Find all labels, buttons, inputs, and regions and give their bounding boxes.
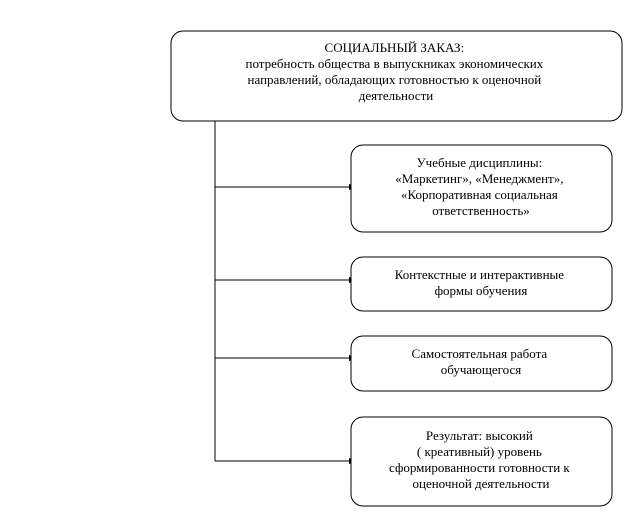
header-line: потребность общества в выпускниках экономических xyxy=(245,56,544,71)
header-line: направлений, обладающих готовностью к оценочной xyxy=(247,72,542,87)
box-line: формы обучения xyxy=(434,283,528,298)
box-line: ответственность» xyxy=(432,203,530,218)
box-line: сформированности готовности к xyxy=(389,460,570,475)
box-line: «Маркетинг», «Менеджмент», xyxy=(395,171,564,186)
box-line: обучающегося xyxy=(440,362,522,377)
box-line: Результат: высокий xyxy=(425,428,533,443)
box-line: Контекстные и интерактивные xyxy=(394,267,565,282)
box-line: ( креативный) уровень xyxy=(416,444,542,459)
box-line: Учебные дисциплины: xyxy=(416,155,543,170)
box-line: оценочной деятельности xyxy=(412,476,550,491)
header-line: деятельности xyxy=(358,88,434,103)
box-line: Самостоятельная работа xyxy=(411,346,548,361)
box-line: «Корпоративная социальная xyxy=(400,187,558,202)
header-line: СОЦИАЛЬНЫЙ ЗАКАЗ: xyxy=(324,40,465,55)
